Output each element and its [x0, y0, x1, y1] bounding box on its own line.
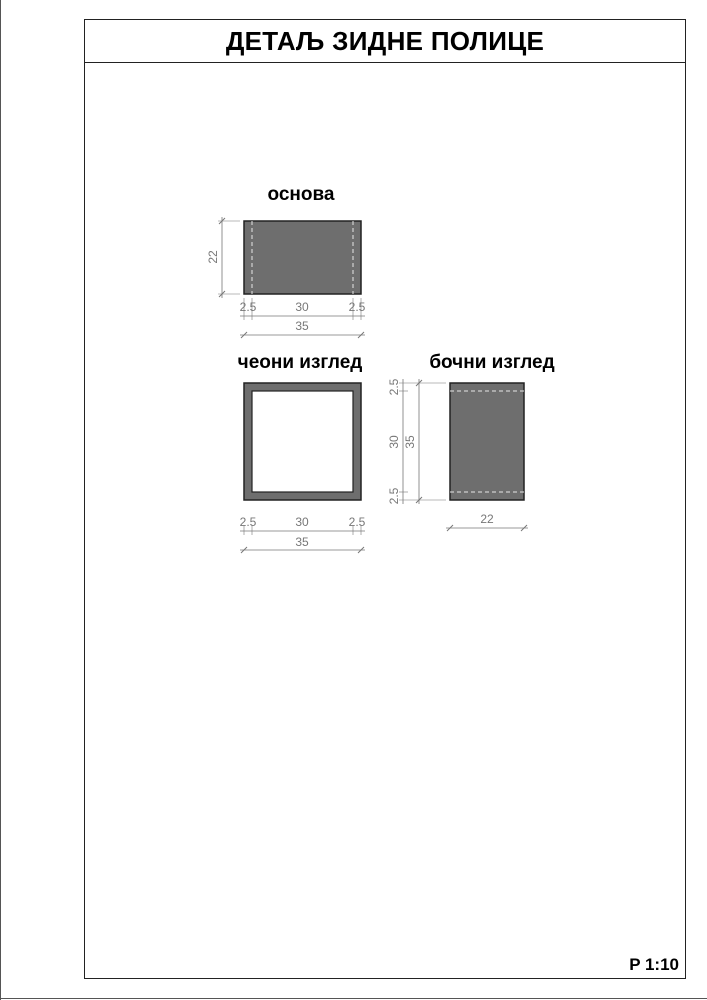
side-view-label: бочни изглед: [429, 352, 555, 373]
side-view: [387, 352, 555, 531]
plan-view: [206, 184, 366, 338]
front-dim-total-text: 35: [295, 535, 309, 549]
side-dim-depth-text: 22: [480, 512, 494, 526]
plan-dim-chain: [240, 298, 366, 320]
plan-dim-side-right: 2.5: [348, 300, 366, 314]
side-shelf-body: [450, 383, 524, 500]
front-view-label: чеони изглед: [237, 352, 363, 373]
plan-dim-total-text: 35: [295, 319, 309, 333]
plan-dim-side-left: 2.5: [239, 300, 257, 314]
side-dim-bottom: 2.5: [387, 487, 401, 505]
plan-dim-total: [240, 319, 365, 338]
front-dim-chain: [240, 515, 366, 535]
plan-dim-depth-text: 22: [206, 250, 220, 264]
side-dim-depth: [446, 512, 528, 531]
scale-label: P 1:10: [629, 955, 679, 974]
plan-view-label: основа: [267, 184, 335, 205]
side-dim-total: [403, 379, 422, 504]
plan-dim-inner: 30: [295, 300, 309, 314]
front-dim-side-left: 2.5: [239, 515, 257, 529]
front-dim-side-right: 2.5: [348, 515, 366, 529]
side-dim-inner: 30: [387, 435, 401, 449]
plan-dim-depth: [206, 217, 240, 298]
front-shelf-opening: [252, 391, 353, 492]
front-dim-inner: 30: [295, 515, 309, 529]
plan-shelf-body: [244, 221, 361, 294]
sheet-title: ДЕТАЉ ЗИДНЕ ПОЛИЦЕ: [225, 25, 545, 56]
front-view: [238, 352, 366, 553]
side-dim-top: 2.5: [387, 378, 401, 396]
side-dim-total-text: 35: [403, 435, 417, 449]
front-dim-total: [240, 535, 365, 553]
